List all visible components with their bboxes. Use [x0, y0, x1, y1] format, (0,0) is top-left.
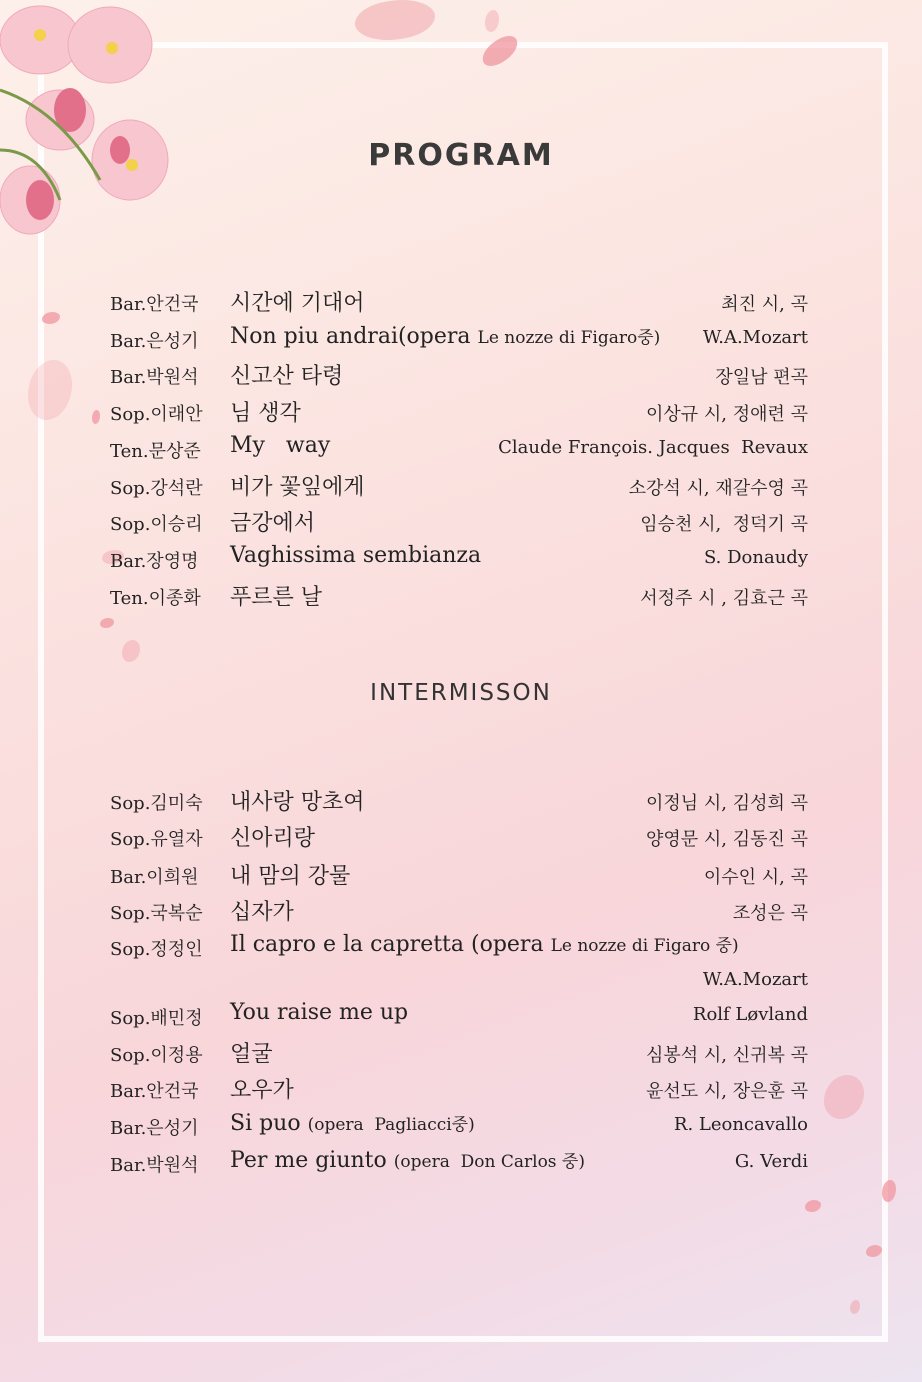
- performer: Bar.이희원: [110, 867, 199, 888]
- list-item: [0, 1073, 922, 1103]
- song-title: 신고산 타령: [230, 364, 344, 389]
- performer: Bar.은성기: [110, 331, 199, 352]
- composer: Claude François. Jacques Revaux: [498, 437, 808, 458]
- song-title: 신아리랑: [230, 826, 316, 851]
- song-title: Il capro e la capretta (opera Le nozze di Figaro 중): [230, 932, 739, 957]
- composer: R. Leoncavallo: [673, 1114, 808, 1135]
- performer: Sop.정정인: [110, 939, 203, 960]
- performer: Bar.박원석: [110, 1155, 199, 1176]
- list-item: [0, 470, 922, 500]
- composer: 심봉석 시, 신귀복 곡: [646, 1045, 808, 1066]
- performer: Bar.안건국: [110, 294, 199, 315]
- list-item: [0, 543, 922, 573]
- list-item: [0, 506, 922, 536]
- petal-icon: [882, 1180, 896, 1202]
- composer: W.A.Mozart: [702, 327, 808, 348]
- performer: Sop.이정용: [110, 1045, 203, 1066]
- list-item: [0, 1147, 922, 1177]
- composer: 이상규 시, 정애련 곡: [646, 404, 808, 425]
- list-item: [0, 286, 922, 316]
- program-title: PROGRAM: [368, 138, 554, 173]
- list-item: [0, 895, 922, 925]
- performer: Sop.유열자: [110, 829, 203, 850]
- song-title: My way: [230, 433, 331, 458]
- performer: Ten.문상준: [110, 441, 201, 462]
- list-item: [0, 396, 922, 426]
- performer: Sop.배민정: [110, 1008, 203, 1029]
- composer: 서정주 시 , 김효근 곡: [640, 588, 808, 609]
- song-note: Le nozze di Figaro중): [477, 328, 661, 348]
- composer: 최진 시, 곡: [721, 294, 808, 315]
- composer: 조성은 곡: [732, 903, 808, 924]
- composer: G. Verdi: [734, 1151, 808, 1172]
- list-item: [0, 580, 922, 610]
- list-item: [0, 1000, 922, 1030]
- performer: Sop.김미숙: [110, 793, 203, 814]
- song-title: 시간에 기대어: [230, 291, 365, 316]
- list-item: [0, 821, 922, 851]
- composer: 윤선도 시, 장은훈 곡: [646, 1081, 808, 1102]
- list-item: [0, 859, 922, 889]
- song-title: 내사랑 망초여: [230, 790, 365, 815]
- song-title: You raise me up: [230, 1000, 409, 1025]
- list-item-continued: [0, 967, 922, 997]
- performer: Sop.이래안: [110, 404, 203, 425]
- performer: Sop.강석란: [110, 478, 203, 499]
- list-item: [0, 323, 922, 353]
- cherry-blossom-icon: [0, 0, 200, 250]
- song-title: 내 맘의 강물: [230, 864, 351, 889]
- song-note: Le nozze di Figaro 중): [550, 936, 739, 956]
- composer: Rolf Løvland: [692, 1004, 808, 1025]
- song-title: 십자가: [230, 900, 294, 925]
- song-title: 금강에서: [230, 511, 316, 536]
- composer: S. Donaudy: [703, 547, 808, 568]
- song-title: Non piu andrai(opera Le nozze di Figaro중): [230, 324, 661, 349]
- list-item: [0, 785, 922, 815]
- song-title: 님 생각: [230, 401, 301, 426]
- performer: Ten.이종화: [110, 588, 201, 609]
- composer: 양영문 시, 김동진 곡: [646, 829, 808, 850]
- song-title: 비가 꽃잎에게: [230, 475, 365, 500]
- performer: Bar.장영명: [110, 551, 199, 572]
- list-item: [0, 433, 922, 463]
- list-item: [0, 1037, 922, 1067]
- song-title: Si puo (opera Pagliacci중): [230, 1111, 475, 1136]
- petal-icon: [355, 0, 435, 40]
- composer: 이정님 시, 김성희 곡: [646, 793, 808, 814]
- performer: Sop.이승리: [110, 514, 203, 535]
- song-title: Vaghissima sembianza: [230, 543, 482, 568]
- composer: 이수인 시, 곡: [703, 867, 808, 888]
- list-item: [0, 931, 922, 961]
- list-item: [0, 359, 922, 389]
- song-title: 오우가: [230, 1078, 294, 1103]
- composer: W.A.Mozart: [702, 969, 808, 990]
- song-note: (opera Pagliacci중): [307, 1115, 475, 1135]
- performer: Bar.안건국: [110, 1081, 199, 1102]
- list-item: [0, 1110, 922, 1140]
- performer: Bar.은성기: [110, 1118, 199, 1139]
- performer: Bar.박원석: [110, 367, 199, 388]
- song-note: (opera Don Carlos 중): [393, 1152, 585, 1172]
- composer: 장일남 편곡: [715, 367, 808, 388]
- composer: 임승천 시, 정덕기 곡: [640, 514, 808, 535]
- song-title: 얼굴: [230, 1042, 273, 1067]
- intermission-title: INTERMISSON: [370, 680, 552, 706]
- petal-icon: [485, 10, 499, 32]
- song-title: Per me giunto (opera Don Carlos 중): [230, 1148, 585, 1173]
- song-title: 푸르른 날: [230, 585, 323, 610]
- performer: Sop.국복순: [110, 903, 203, 924]
- composer: 소강석 시, 재갈수영 곡: [628, 478, 808, 499]
